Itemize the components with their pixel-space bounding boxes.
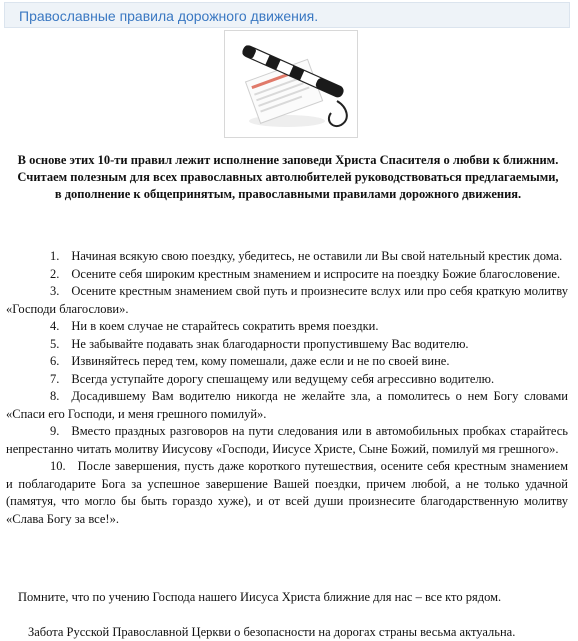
rule-item xyxy=(6,283,568,318)
rule-item xyxy=(6,353,568,371)
rule-number: 8. xyxy=(50,389,60,403)
rule-number: 3. xyxy=(50,284,60,298)
rule-text: Осените себя широким крестным знамением и испросите на поездку Божие благословение. xyxy=(71,266,561,281)
rule-text: Начиная всякую свою поездку, убедитесь, не оставили ли Вы свой нательный крестик дома. xyxy=(71,249,563,263)
rule-item xyxy=(6,458,568,528)
rule-number: 10. xyxy=(50,459,66,473)
rule-text: Не забывайте подавать знак благодарности пропустившему Вас водителю. xyxy=(71,336,469,351)
rule-text: Всегда уступайте дорогу спешащему или ведущему себя агрессивно водителю. xyxy=(71,371,495,386)
rule-number: 1. xyxy=(50,249,60,263)
rule-number: 4. xyxy=(50,319,60,333)
rule-text: Досадившему Вам водителю никогда не желайте зла, а помолитесь о нем Богу словами «Спаси его Господи, и меня грешного помилуй». xyxy=(6,389,568,421)
closing-text: Помните, что по учению Господа нашего Иисуса Христа ближние для нас – все кто рядом. xyxy=(18,590,502,604)
rule-number: 6. xyxy=(50,354,60,368)
rule-text: Ни в коем случае не старайтесь сократить время поездки. xyxy=(71,319,379,333)
rule-number: 5. xyxy=(50,336,60,351)
rule-number: 7. xyxy=(50,371,60,386)
rule-item xyxy=(6,318,568,336)
rule-item xyxy=(6,388,568,423)
rule-item xyxy=(6,248,568,266)
rule-number: 9. xyxy=(50,424,60,438)
intro-line-2: Считаем полезным для всех православных автолюбителей руководствоваться предлагаемыми, в дополнение к общепринятым, православными правилами дорожного движения. xyxy=(17,170,559,201)
rule-number: 2. xyxy=(50,266,60,281)
rules-list xyxy=(6,248,568,528)
rule-item xyxy=(6,336,568,354)
rule-item xyxy=(6,266,568,284)
intro-text xyxy=(14,152,562,203)
rule-text: Извиняйтесь перед тем, кому помешали, даже если и не по своей вине. xyxy=(71,354,450,368)
footer-text: Забота Русской Православной Церкви о безопасности на дорогах страны весьма актуальна. xyxy=(28,625,516,639)
article-header xyxy=(4,2,570,28)
rule-item xyxy=(6,371,568,389)
article-title[interactable]: Православные правила дорожного движения. xyxy=(19,8,319,24)
intro-line-1: В основе этих 10-ти правил лежит исполнение заповеди Христа Спасителя о любви к ближним. xyxy=(17,153,559,167)
rule-item xyxy=(6,423,568,458)
rule-text: Осените крестным знамением свой путь и произнесите вслух или про себя краткую молитву «Господи благослови». xyxy=(6,284,568,316)
article-image xyxy=(224,30,358,138)
rule-text: Вместо праздных разговоров на пути следования или в автомобильных пробках старайтесь непрестанно читать молитву Иисусову «Господи, Иисусе Христе, Сыне Божий, помилуй мя грешного». xyxy=(6,424,568,456)
baton-and-document-icon xyxy=(225,31,357,137)
rule-text: После завершения, пусть даже короткого путешествия, осените себя крестным знамением и поблагодарите Бога за успешное завершение Вашей поездки, причем любой, а не только удачной (памятуя, что могло бы быть гораздо хуже), и от всей души произнесите благодарственную молитву «Слава Богу за все!». xyxy=(6,459,568,526)
